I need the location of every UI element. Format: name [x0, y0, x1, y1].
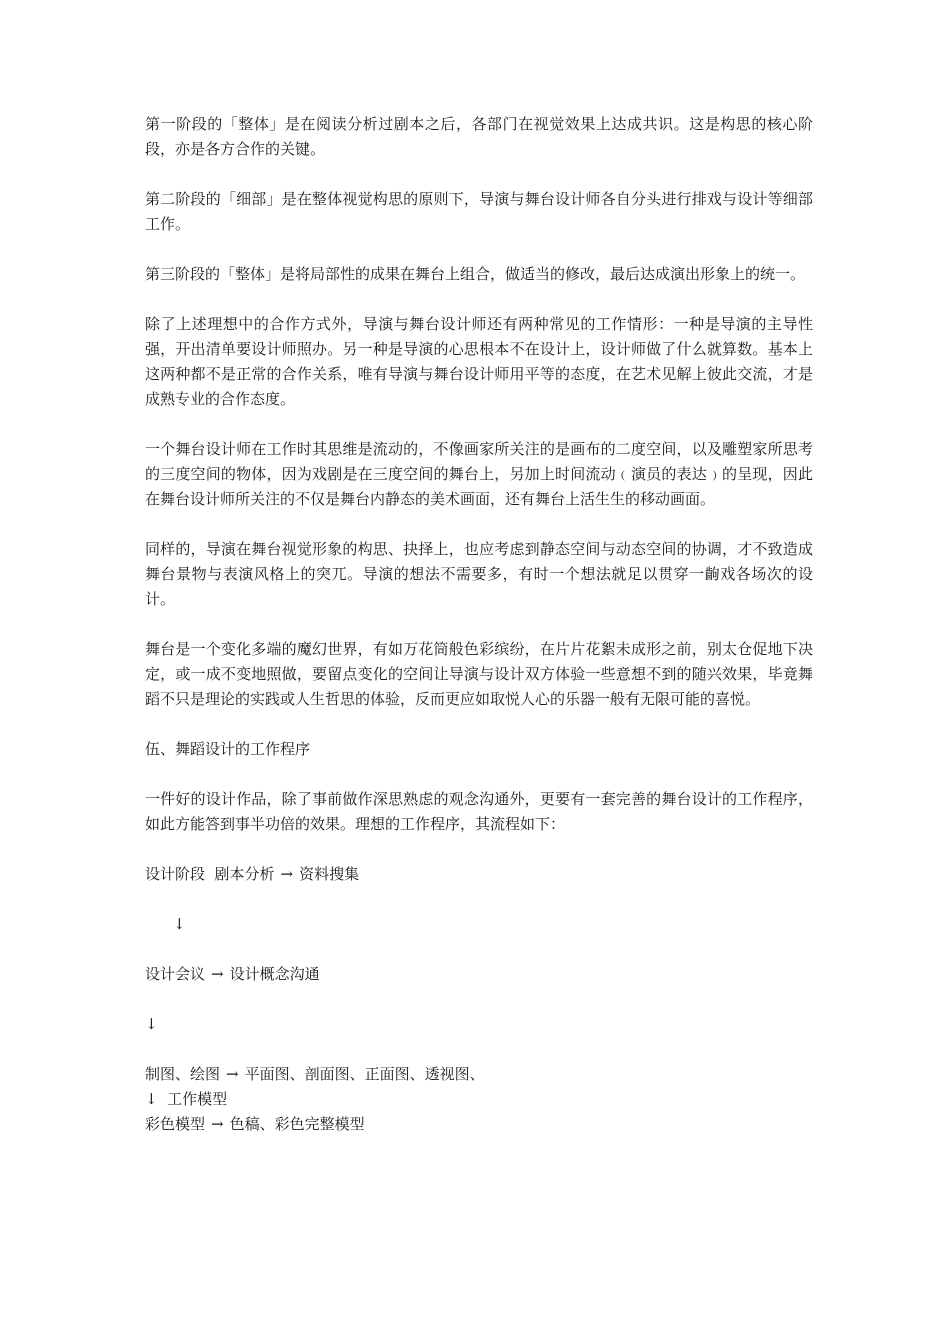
- flow-step-drawings-list: 平面图、剖面图、正面图、透视图、: [244, 1065, 485, 1083]
- flow-step-color-model: 彩色模型: [145, 1115, 206, 1133]
- paragraph-stage-one: 第一阶段的「整体」是在阅读分析过剧本之后，各部门在视觉效果上达成共识。这是构思的核心阶段，亦是各方合作的关键。: [145, 115, 813, 158]
- paragraph-director-vision: 同样的，导演在舞台视觉形象的构思、抉择上，也应考虑到静态空间与动态空间的协调，才不致造成舞台景物与表演风格上的突兀。导演的想法不需要多，有时一个想法就足以贯穿一齣戏各场次的设计。: [145, 540, 813, 608]
- paragraph-collaboration-modes: 除了上述理想中的合作方式外，导演与舞台设计师还有两种常见的工作情形：一种是导演的主导性强，开出清单要设计师照办。另一种是导演的心思根本不在设计上，设计师做了什么就算数。基本上这两种都不是正常的合作关系，唯有导演与舞台设计师用平等的态度，在艺术见解上彼此交流，才是成熟专业的合作态度。: [145, 315, 813, 408]
- down-arrow-icon: ↓: [145, 1090, 158, 1108]
- flow-step-data-collection: 资料搜集: [299, 865, 360, 883]
- flow-step-script-analysis: 设计阶段 剧本分析: [145, 865, 275, 883]
- flow-row-design-phase: [145, 862, 813, 887]
- paragraph-designer-thinking: 一个舞台设计师在工作时其思维是流动的，不像画家所关注的是画布的二度空间，以及雕塑家所思考的三度空间的物体，因为戏剧是在三度空间的舞台上，另加上时间流动﹙演员的表达﹚的呈现，因此在舞台设计师所关注的不仅是舞台内静态的美术画面，还有舞台上活生生的移动画面。: [145, 440, 813, 508]
- paragraph-stage-three: 第三阶段的「整体」是将局部性的成果在舞台上组合，做适当的修改，最后达成演出形象上的统一。: [145, 265, 806, 283]
- flow-step-color-draft: 色稿、彩色完整模型: [229, 1115, 365, 1133]
- flow-step-design-meeting: 设计会议: [145, 965, 206, 983]
- workflow-diagram: [145, 862, 813, 1137]
- right-arrow-icon: →: [211, 965, 224, 983]
- flow-row-drawing: [145, 1062, 813, 1087]
- down-arrow-icon: ↓: [173, 915, 186, 933]
- paragraph-workflow-intro: 一件好的设计作品，除了事前做作深思熟虑的观念沟通外，更要有一套完善的舞台设计的工作程序，如此方能答到事半功倍的效果。理想的工作程序，其流程如下：: [145, 790, 813, 833]
- flow-row-color-model: [145, 1112, 813, 1137]
- document-page: [145, 112, 813, 1137]
- down-arrow-icon: ↓: [145, 1015, 158, 1033]
- right-arrow-icon: →: [211, 1115, 224, 1133]
- flow-row-work-model: [145, 1087, 813, 1112]
- paragraph-stage-magic: 舞台是一个变化多端的魔幻世界，有如万花筒般色彩缤纷，在片片花絮未成形之前，别太仓促地下决定，或一成不变地照做，要留点变化的空间让导演与设计双方体验一些意想不到的随兴效果，毕竟舞蹈不只是理论的实践或人生哲思的体验，反而更应如取悦人心的乐器一般有无限可能的喜悦。: [145, 640, 813, 708]
- flow-step-drawing: 制图、绘图: [145, 1065, 221, 1083]
- flow-step-work-model: 工作模型: [167, 1090, 228, 1108]
- section-heading: 伍、舞蹈设计的工作程序: [145, 740, 311, 758]
- right-arrow-icon: →: [226, 1065, 239, 1083]
- flow-step-concept-communication: 设计概念沟通: [229, 965, 320, 983]
- flow-row-design-meeting: [145, 962, 813, 987]
- paragraph-stage-two: 第二阶段的「细部」是在整体视觉构思的原则下，导演与舞台设计师各自分头进行排戏与设计等细部工作。: [145, 190, 813, 233]
- right-arrow-icon: →: [280, 865, 294, 883]
